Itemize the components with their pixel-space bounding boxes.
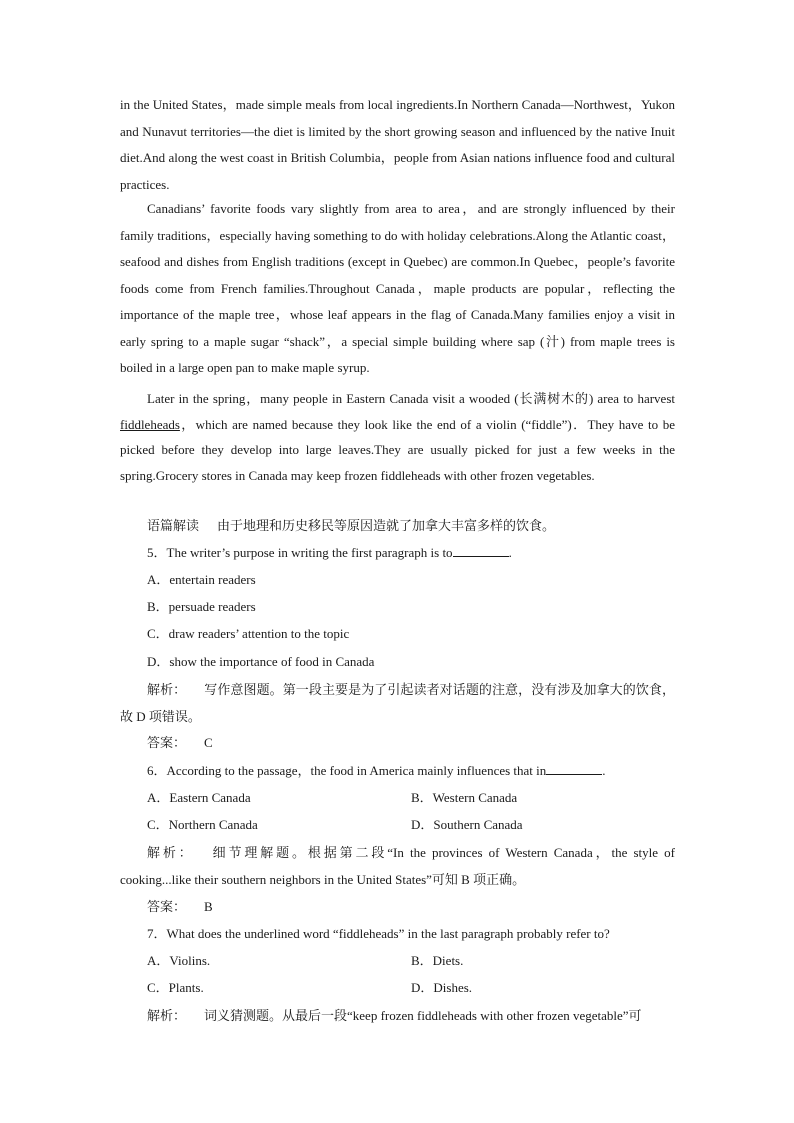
- question-7-stem: 7．What does the underlined word “fiddleheads” in the last paragraph probably refer to?: [147, 926, 610, 941]
- question-5-answer: 答案： C: [147, 735, 213, 750]
- question-7-option-c: C．Plants.: [147, 980, 204, 995]
- question-6-answer: 答案： B: [147, 899, 213, 914]
- question-5-option-c: C．draw readers’ attention to the topic: [147, 626, 350, 641]
- question-7-option-d: D．Dishes.: [411, 980, 473, 995]
- passage-paragraph-1: in the United States，made simple meals from local ingredients.In Northern Canada—Northwest，Yukon and Nunavut territories—the diet is limited by the short growing season and influenced by the native Inuit diet.And along the west coast in British Columbia，people from Asian nations influence food and cultural practices.: [120, 97, 675, 192]
- question-5-analysis: 解析： 写作意图题。第一段主要是为了引起读者对话题的注意，没有涉及加拿大的饮食，故 D 项错误。: [120, 682, 675, 724]
- question-6-stem: 6．According to the passage，the food in America mainly influences that in .: [147, 763, 606, 778]
- question-7-analysis: 解析： 词义猜测题。从最后一段“keep frozen fiddleheads with other frozen vegetable”可: [147, 1008, 642, 1023]
- underlined-word-fiddleheads: fiddleheads: [120, 416, 180, 432]
- passage-paragraph-2: Canadians’ favorite foods vary slightly from area to area，and are strongly influenced by their family traditions，especially having something to do with holiday celebrations.Along the Atlantic coast，seafood and dishes from English traditions (except in Quebec) are common.In Quebec，people’s favorite foods come from French families.Throughout Canada，maple products are popular，reflecting the importance of the maple tree，whose leaf appears in the flag of Canada.Many families enjoy a visit in early spring to a maple sugar “shack”，a special simple building where sap (汁) from maple trees is boiled in a large open pan to make maple syrup.: [120, 201, 675, 375]
- passage-paragraph-3: Later in the spring，many people in Eastern Canada visit a wooded (长满树木的) area to harvest fiddleheads，which are named because they look like the end of a violin (“fiddle”)．They have to be picked before they develop into large leaves.They are usually picked for just a few weeks in the spring.Grocery stores in Canada may keep frozen fiddleheads with other frozen vegetables.: [120, 391, 675, 483]
- answer-blank: [453, 544, 509, 557]
- question-6-analysis: 解析： 细节理解题。根据第二段“In the provinces of Western Canada，the style of cooking...like their southern neighbors in the United States”可知 B 项正确。: [120, 845, 675, 887]
- question-7-option-b: B．Diets.: [411, 953, 464, 968]
- question-6-option-d: D．Southern Canada: [411, 817, 523, 832]
- question-6-option-b: B．Western Canada: [411, 790, 518, 805]
- question-6-option-c: C．Northern Canada: [147, 817, 258, 832]
- question-5-option-d: D．show the importance of food in Canada: [147, 654, 375, 669]
- question-6-option-a: A．Eastern Canada: [147, 790, 251, 805]
- question-5-option-a: A．entertain readers: [147, 572, 256, 587]
- answer-blank: [546, 762, 602, 775]
- question-5-option-b: B．persuade readers: [147, 599, 256, 614]
- passage-summary: 语篇解读 由于地理和历史移民等原因造就了加拿大丰富多样的饮食。: [147, 518, 556, 533]
- question-5-stem: 5．The writer’s purpose in writing the first paragraph is to .: [147, 545, 512, 560]
- question-7-option-a: A．Violins.: [147, 953, 211, 968]
